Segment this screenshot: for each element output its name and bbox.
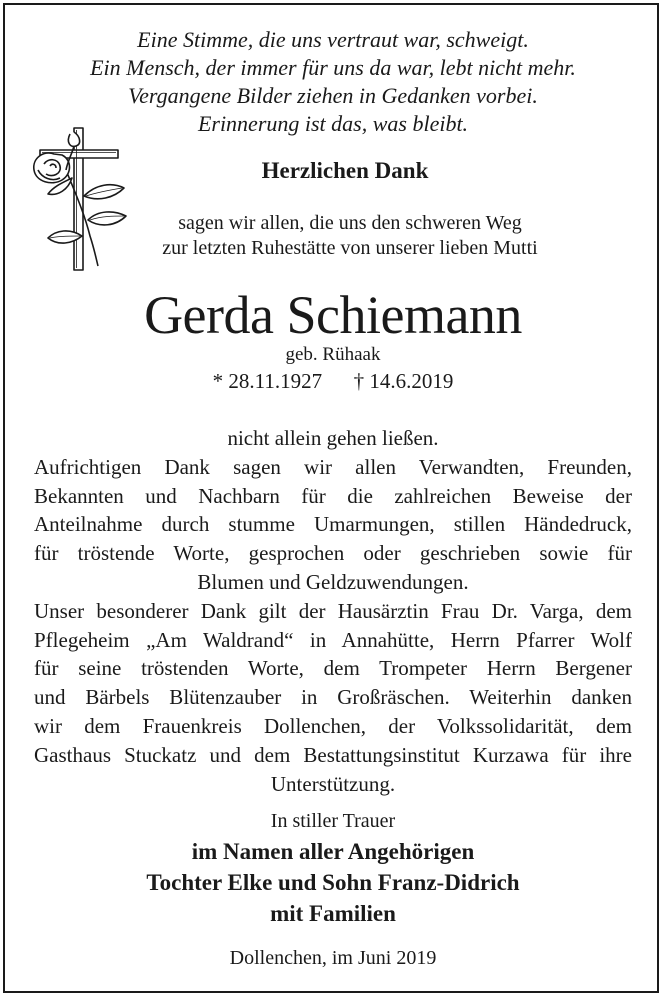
body-line: Pflegeheim „Am Waldrand“ in Annahütte, Herrn Pfarrer Wolf xyxy=(34,627,632,652)
body-line: nicht allein gehen ließen. xyxy=(227,426,439,450)
signature-block xyxy=(0,806,666,929)
life-dates: * 28.11.1927 † 14.6.2019 xyxy=(212,369,454,393)
intro-line: zur letzten Ruhestätte von unserer lieben Mutti xyxy=(162,237,538,259)
intro-line: sagen wir allen, die uns den schweren Weg xyxy=(178,212,522,234)
heading: Herzlichen Dank xyxy=(261,158,429,183)
body-line: Unser besonderer Dank gilt der Hausärztin Frau Dr. Varga, dem xyxy=(34,598,632,623)
body-line: für tröstende Worte, gesprochen oder geschrieben sowie für xyxy=(34,541,632,566)
poem xyxy=(0,26,666,138)
poem-line: Vergangene Bilder ziehen in Gedanken vorbei. xyxy=(128,83,538,108)
signature-line: Tochter Elke und Sohn Franz-Didrich xyxy=(146,870,520,895)
intro-text xyxy=(100,211,600,261)
place-date: Dollenchen, im Juni 2019 xyxy=(229,947,437,969)
deceased-name: Gerda Schiemann xyxy=(144,285,522,345)
maiden-name: geb. Rühaak xyxy=(285,344,381,365)
body-line: wir dem Frauenkreis Dollenchen, der Volkssolidarität, dem xyxy=(34,713,632,738)
thanks-body xyxy=(34,424,632,798)
body-line: Anteilnahme durch stumme Umarmungen, stillen Händedruck, xyxy=(34,512,632,537)
body-line: Bekannten und Nachbarn für die zahlreichen Beweise der xyxy=(34,483,632,508)
body-line: Aufrichtigen Dank sagen wir allen Verwandten, Freunden, xyxy=(34,454,632,479)
signature-line: im Namen aller Angehörigen xyxy=(191,839,475,864)
body-line: Unterstützung. xyxy=(270,771,396,796)
body-line: Blumen und Geldzuwendungen. xyxy=(197,569,469,594)
body-line: und Bärbels Blütenzauber in Großräschen. Weiterhin danken xyxy=(34,685,632,710)
body-line: Gasthaus Stuckatz und dem Bestattungsinstitut Kurzawa für ihre xyxy=(34,742,632,767)
poem-line: Erinnerung ist das, was bleibt. xyxy=(197,111,469,136)
signature-intro: In stiller Trauer xyxy=(270,810,396,832)
poem-line: Eine Stimme, die uns vertraut war, schweigt. xyxy=(137,27,529,52)
poem-line: Ein Mensch, der immer für uns da war, lebt nicht mehr. xyxy=(90,55,576,80)
body-line: für seine tröstenden Worte, dem Trompeter Herrn Bergener xyxy=(34,656,632,681)
signature-line: mit Familien xyxy=(270,901,396,926)
